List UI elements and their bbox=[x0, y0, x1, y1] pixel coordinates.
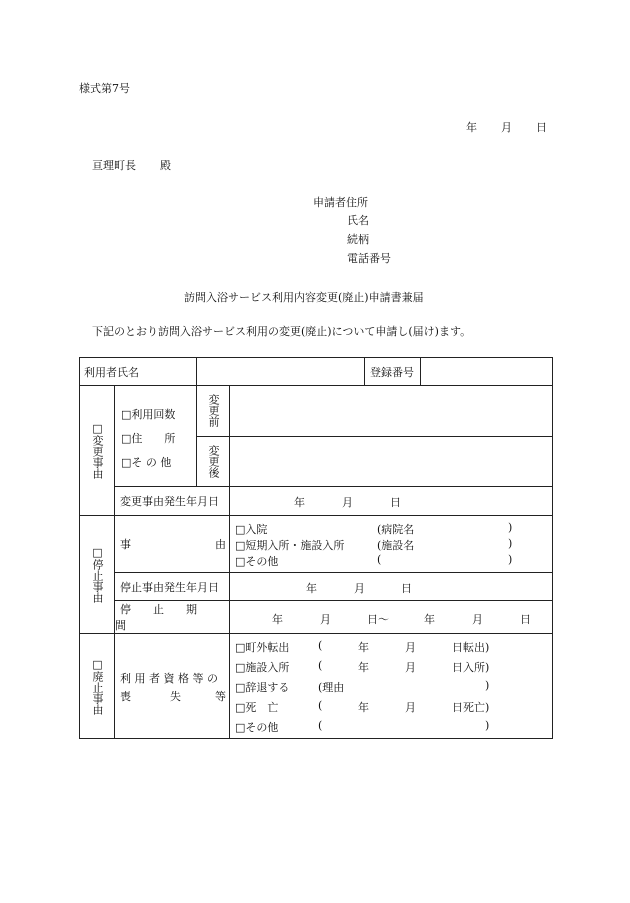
application-form-table bbox=[79, 357, 553, 739]
suspend-option-hospital[interactable]: □入院 bbox=[235, 523, 268, 536]
change-date-month: 月 bbox=[342, 496, 353, 509]
abolish-reason-label-cell bbox=[115, 634, 230, 739]
suspend-hospital-name: (病院名 bbox=[377, 523, 415, 536]
reg-no-field[interactable] bbox=[421, 358, 553, 386]
suspend-period-label-cell bbox=[115, 601, 230, 634]
abolish-moveout-year: 年 bbox=[358, 641, 369, 654]
abolish-section-label[interactable]: □廃止事由 bbox=[91, 657, 104, 715]
abolish-death-end: 日死亡) bbox=[452, 701, 490, 714]
document-title: 訪問入浴サービス利用内容変更(廃止)申請書兼届 bbox=[184, 291, 424, 304]
date-year: 年 bbox=[466, 121, 477, 134]
suspend-section-label[interactable]: □停止事由 bbox=[91, 546, 104, 603]
abolish-moveout-end: 日転出) bbox=[452, 641, 490, 654]
change-date-day: 日 bbox=[390, 496, 401, 509]
change-date-field[interactable] bbox=[230, 487, 553, 516]
suspend-option-other[interactable]: □その他 bbox=[235, 555, 279, 568]
abolish-reason-line1: 利 用 者 資 格 等 の bbox=[120, 672, 218, 685]
abolish-facility-month: 月 bbox=[405, 661, 416, 674]
suspend-date-label-cell bbox=[115, 573, 230, 601]
period-day-2: 日 bbox=[520, 612, 531, 626]
addressee-name: 亘理町長 bbox=[92, 159, 136, 172]
suspend-options-cell bbox=[230, 516, 553, 573]
after-label: 変更後 bbox=[207, 444, 220, 478]
period-year-1: 年 bbox=[272, 612, 283, 626]
date-month: 月 bbox=[501, 121, 512, 134]
date-day: 日 bbox=[536, 121, 547, 134]
suspend-facility-close: ) bbox=[508, 537, 513, 550]
period-day-1: 日～ bbox=[367, 612, 389, 626]
user-name-label: 利用者氏名 bbox=[84, 365, 139, 379]
addressee-honorific: 殿 bbox=[160, 159, 171, 172]
period-month-2: 月 bbox=[472, 612, 483, 626]
abolish-section-cell bbox=[80, 634, 115, 739]
change-section-label[interactable]: □変更事由 bbox=[91, 422, 104, 479]
suspend-other-open: ( bbox=[377, 553, 382, 566]
form-number: 様式第7号 bbox=[79, 82, 130, 95]
suspend-facility-name: (施設名 bbox=[377, 539, 415, 552]
abolish-facility-year: 年 bbox=[358, 661, 369, 674]
before-label: 変更前 bbox=[207, 394, 220, 428]
abolish-facility-end: 日入所) bbox=[452, 661, 490, 674]
abolish-decline-end: ) bbox=[485, 679, 490, 692]
before-label-cell bbox=[197, 386, 230, 437]
abolish-option-moveout[interactable]: □町外転出 bbox=[235, 641, 290, 654]
period-year-2: 年 bbox=[424, 612, 435, 626]
suspend-date-year: 年 bbox=[306, 582, 317, 595]
change-item-address[interactable]: □住 所 bbox=[121, 432, 176, 445]
abolish-options-cell bbox=[230, 634, 553, 739]
abolish-death-open: ( bbox=[318, 699, 323, 712]
after-label-cell bbox=[197, 436, 230, 487]
abolish-option-facility[interactable]: □施設入所 bbox=[235, 661, 290, 674]
suspend-date-label: 停止事由発生年月日 bbox=[120, 580, 219, 594]
change-date-label-cell bbox=[115, 487, 230, 516]
suspend-reason-left: 事 bbox=[120, 538, 131, 551]
change-date-label: 変更事由発生年月日 bbox=[120, 495, 219, 508]
applicant-relation-label: 続柄 bbox=[347, 233, 369, 246]
abolish-option-decline[interactable]: □辞退する bbox=[235, 681, 290, 694]
user-name-label-cell bbox=[80, 358, 197, 386]
suspend-reason-right: 由 bbox=[215, 538, 226, 551]
before-field[interactable] bbox=[230, 386, 553, 437]
abolish-moveout-month: 月 bbox=[405, 641, 416, 654]
change-item-other[interactable]: □そ の 他 bbox=[121, 456, 172, 469]
suspend-other-close: ) bbox=[508, 553, 513, 566]
change-date-year: 年 bbox=[294, 496, 305, 509]
abolish-reason-line2-c: 等 bbox=[215, 690, 226, 703]
abolish-reason-line2-a: 喪 bbox=[120, 690, 131, 703]
abolish-option-death[interactable]: □死 亡 bbox=[235, 701, 279, 714]
suspend-section-cell bbox=[80, 516, 115, 634]
suspend-option-facility[interactable]: □短期入所・施設入所 bbox=[235, 539, 345, 552]
applicant-name-label: 氏名 bbox=[347, 214, 369, 227]
applicant-address-label: 申請者住所 bbox=[313, 196, 368, 209]
intro-text: 下記のとおり訪問入浴サービス利用の変更(廃止)について申請し(届け)ます。 bbox=[92, 325, 472, 338]
change-section-cell bbox=[80, 386, 115, 516]
abolish-other-open: ( bbox=[318, 719, 323, 732]
after-field[interactable] bbox=[230, 436, 553, 487]
suspend-period-field[interactable] bbox=[230, 601, 553, 634]
suspend-date-day: 日 bbox=[401, 582, 412, 595]
abolish-decline-open: (理由 bbox=[318, 681, 345, 694]
change-items-cell bbox=[115, 386, 197, 487]
suspend-date-month: 月 bbox=[354, 582, 365, 595]
abolish-death-year: 年 bbox=[358, 701, 369, 714]
abolish-other-end: ) bbox=[485, 719, 490, 732]
suspend-hospital-close: ) bbox=[508, 521, 513, 534]
abolish-option-other[interactable]: □その他 bbox=[235, 721, 279, 734]
abolish-moveout-open: ( bbox=[318, 639, 323, 652]
abolish-facility-open: ( bbox=[318, 659, 323, 672]
abolish-reason-line2-b: 失 bbox=[170, 690, 181, 703]
user-name-field[interactable] bbox=[197, 358, 365, 386]
suspend-date-field[interactable] bbox=[230, 573, 553, 601]
change-item-count[interactable]: □利用回数 bbox=[121, 408, 176, 421]
suspend-period-label: 停 止 期 間 bbox=[115, 603, 219, 632]
period-month-1: 月 bbox=[320, 612, 331, 626]
reg-no-label: 登録番号 bbox=[370, 365, 414, 379]
reg-no-label-cell bbox=[365, 358, 421, 386]
applicant-phone-label: 電話番号 bbox=[347, 252, 391, 265]
suspend-reason-label-cell bbox=[115, 516, 230, 573]
abolish-death-month: 月 bbox=[405, 701, 416, 714]
